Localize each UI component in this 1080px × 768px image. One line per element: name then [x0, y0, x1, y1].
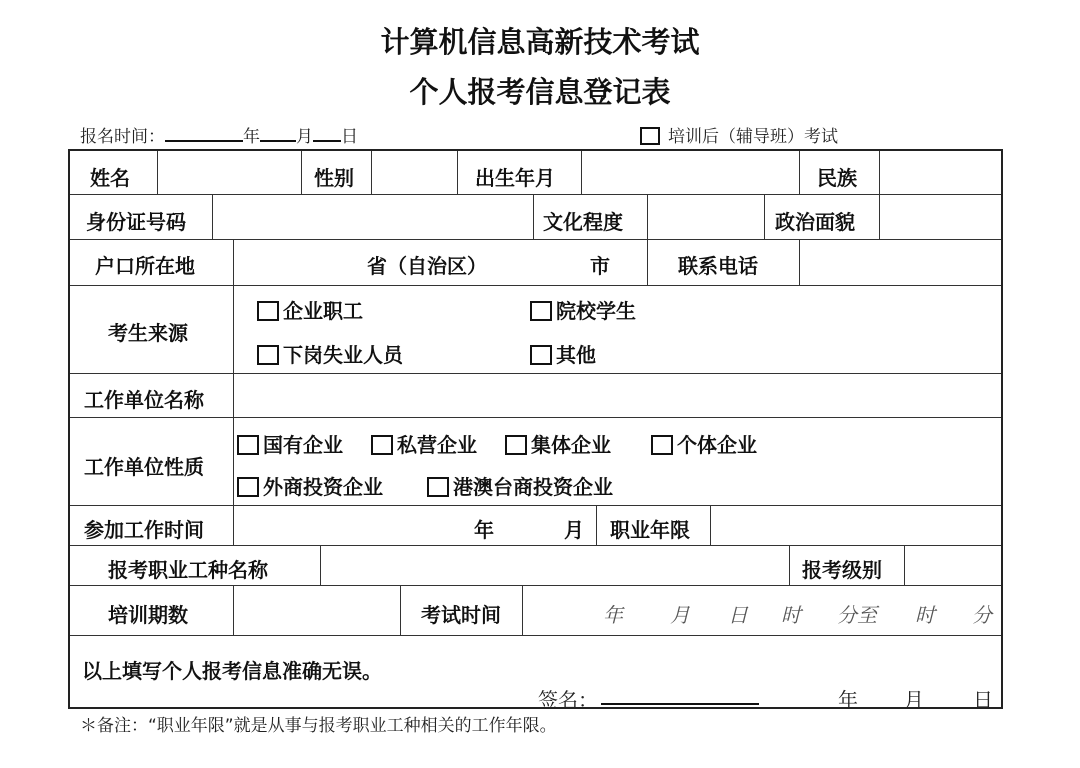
work-start-year: 年: [474, 518, 494, 542]
label-source: 考生来源: [108, 321, 188, 345]
type-option-private[interactable]: 私营企业: [371, 429, 477, 458]
label-birth: 出生年月: [475, 166, 555, 190]
form-title: 计算机信息高新技术考试: [380, 25, 700, 59]
label-training-period: 培训期数: [108, 603, 188, 627]
footnote: ＊备注：“职业年限”就是从事与报考职业工种相关的工作年限。: [80, 716, 557, 736]
type-option-state[interactable]: 国有企业: [237, 429, 343, 458]
label-name: 姓名: [90, 166, 130, 190]
label-gender: 性别: [314, 166, 354, 190]
checkbox-private[interactable]: [371, 435, 393, 455]
label-phone: 联系电话: [678, 254, 758, 278]
source-option-employee[interactable]: 企业职工: [257, 295, 363, 324]
registration-year-blank[interactable]: [165, 126, 243, 142]
checkbox-collective[interactable]: [505, 435, 527, 455]
exam-time-hour-end: 时: [915, 603, 935, 627]
label-exam-time: 考试时间: [421, 603, 501, 627]
label-province: 省（自治区）: [367, 254, 487, 278]
work-start-month: 月: [564, 518, 584, 542]
label-education: 文化程度: [543, 210, 623, 234]
label-id-number: 身份证号码: [86, 210, 186, 234]
checkbox-foreign[interactable]: [237, 477, 259, 497]
checkbox-individual[interactable]: [651, 435, 673, 455]
type-option-hk-macao-taiwan[interactable]: 港澳台商投资企业: [427, 471, 613, 500]
label-ethnicity: 民族: [817, 166, 857, 190]
signature-label: 签名：: [538, 688, 598, 712]
checkbox-student[interactable]: [530, 301, 552, 321]
label-occupation: 报考职业工种名称: [108, 558, 268, 582]
registration-table: [68, 149, 1003, 712]
checkbox-employee[interactable]: [257, 301, 279, 321]
label-employer-type: 工作单位性质: [84, 455, 204, 479]
registration-day-blank[interactable]: [313, 126, 341, 142]
exam-time-month: 月: [670, 603, 690, 627]
training-option-label: 培训后（辅导班）考试: [668, 127, 838, 147]
training-option: [640, 122, 838, 147]
type-option-individual[interactable]: 个体企业: [651, 429, 757, 458]
checkbox-hk-macao-taiwan[interactable]: [427, 477, 449, 497]
exam-time-day: 日: [728, 603, 748, 627]
source-option-student[interactable]: 院校学生: [530, 295, 636, 324]
type-option-collective[interactable]: 集体企业: [505, 429, 611, 458]
registration-date: 报名时间： 年 月 日: [80, 127, 358, 147]
checkbox-laid-off[interactable]: [257, 345, 279, 365]
checkbox-state[interactable]: [237, 435, 259, 455]
label-work-start: 参加工作时间: [84, 518, 204, 542]
exam-time-minute-to: 分至: [837, 603, 877, 627]
type-option-foreign[interactable]: 外商投资企业: [237, 471, 383, 500]
label-political: 政治面貌: [775, 210, 855, 234]
registration-month-blank[interactable]: [260, 126, 296, 142]
exam-time-minute-end: 分: [972, 603, 992, 627]
declaration-text: 以上填写个人报考信息准确无误。: [82, 659, 382, 683]
label-employer: 工作单位名称: [84, 388, 204, 412]
signature-line[interactable]: [601, 703, 759, 705]
exam-time-hour: 时: [781, 603, 801, 627]
signature-year: 年: [838, 688, 858, 712]
training-checkbox[interactable]: [640, 127, 660, 145]
registration-label: 报名时间：: [80, 127, 165, 147]
signature-month: 月: [904, 688, 924, 712]
label-hukou: 户口所在地: [95, 254, 195, 278]
source-option-laid-off[interactable]: 下岗失业人员: [257, 339, 403, 368]
exam-time-year: 年: [603, 603, 623, 627]
checkbox-other[interactable]: [530, 345, 552, 365]
source-option-other[interactable]: 其他: [530, 339, 596, 368]
signature-day: 日: [973, 688, 993, 712]
label-years-in-job: 职业年限: [610, 518, 690, 542]
label-level: 报考级别: [802, 558, 882, 582]
form-subtitle: 个人报考信息登记表: [409, 75, 671, 109]
label-city: 市: [590, 254, 610, 278]
